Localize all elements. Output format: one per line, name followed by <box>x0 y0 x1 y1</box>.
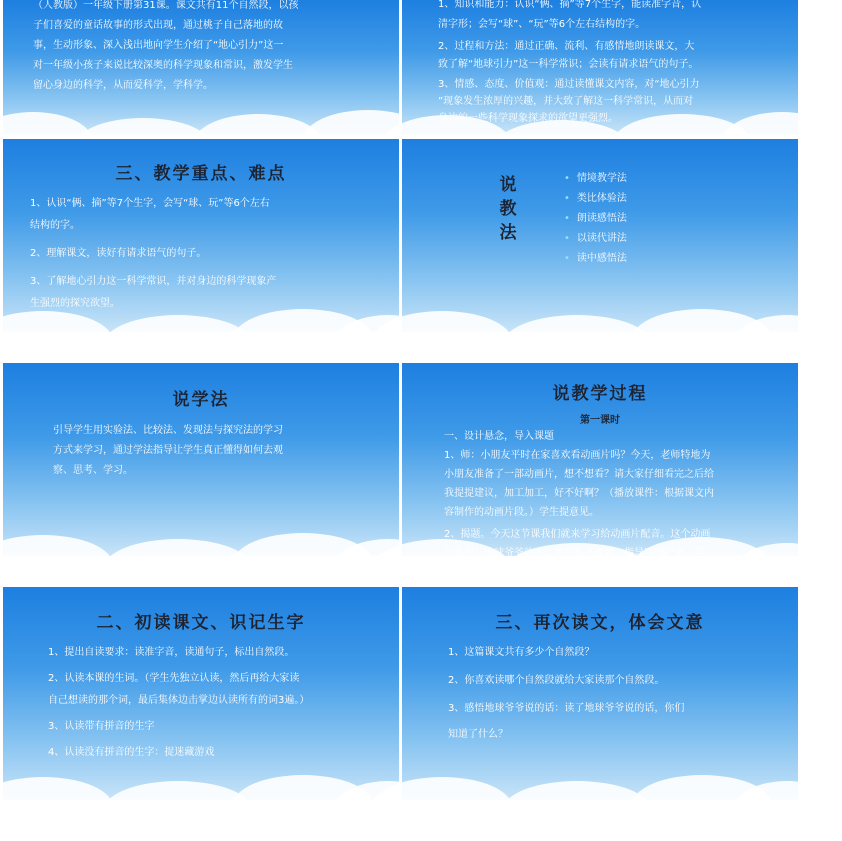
text-line: 清字形；会写“球”、“玩”等6个左右结构的字。 <box>438 19 646 30</box>
slide-text <box>30 193 276 315</box>
cloud-decoration <box>0 535 113 595</box>
text-line: 生练写。 <box>444 567 484 578</box>
text-line: 容制作的动画片段。）学生提意见。 <box>444 507 599 518</box>
method-item: • 朗读感悟法 <box>564 209 627 229</box>
text-line: （人教版）一年级下册第31课。课文共有11个自然段，以孩 <box>33 0 299 11</box>
text-line: 3、感悟地球爷爷说的话：读了地球爷爷说的话，你们 <box>448 703 685 714</box>
slide-text <box>33 0 298 96</box>
cloud-decoration <box>0 777 113 837</box>
text-line: 片名叫：地球爷爷的手。老师板书课题，指导写“球”字，学 <box>444 548 705 559</box>
cloud-decoration <box>372 777 512 837</box>
slide-title: 三、教学重点、难点 <box>115 164 287 184</box>
slide-text <box>53 421 283 481</box>
slide-first-reading[interactable] <box>3 587 399 800</box>
text-line: 子们喜爱的童话故事的形式出现，通过桃子自己落地的故 <box>33 20 283 31</box>
text-line: 4、认读没有拼音的生字：捉迷藏游戏 <box>48 747 215 758</box>
text-line: 方式来学习，通过学法指导让学生真正懂得如何去观 <box>53 445 283 456</box>
text-line: 3、认读带有拼音的生字 <box>48 721 155 732</box>
method-list <box>564 169 627 269</box>
slide-title: 说教法 <box>499 175 517 243</box>
text-line: 1、知识和能力：认识“俩、摘”等7个生字，能读准字音，认 <box>438 0 702 10</box>
text-line: 察、思考、学习。 <box>53 465 133 476</box>
text-line: 生强烈的探究欲望。 <box>30 298 120 309</box>
slide-title: 说学法 <box>172 390 230 410</box>
text-line: 我提提建议，加工加工，好不好啊？（播放课件：根据课文内 <box>444 488 714 499</box>
text-line: 2、过程和方法：通过正确、流利、有感情地朗读课文，大 <box>438 41 695 52</box>
text-line: 身边的一些科学现象探求的欲望更强烈。 <box>438 113 618 124</box>
cloud-decoration <box>502 781 652 841</box>
text-line: 2、理解课文，读好有请求语气的句子。 <box>30 248 207 259</box>
text-line: 3、了解地心引力这一科学常识，并对身边的科学现象产 <box>30 276 277 287</box>
slide-teaching-process[interactable] <box>402 363 798 578</box>
text-line: 引导学生用实验法、比较法、发现法与探究法的学习 <box>53 425 283 436</box>
slide-text <box>438 0 701 127</box>
slide-text <box>48 642 309 764</box>
method-item: • 以读代讲法 <box>564 229 627 249</box>
text-line: 1、提出自读要求：读准字音，读通句子，标出自然段。 <box>48 647 295 658</box>
text-line: 1、认识“俩、摘”等7个生字，会写“球、玩”等6个左右 <box>30 198 270 209</box>
slide-subtitle: 第一课时 <box>580 415 620 426</box>
cloud-decoration <box>732 781 842 841</box>
cloud-decoration <box>0 311 113 371</box>
text-line: 小朋友准备了一部动画片，想不想看？请大家仔细看完之后给 <box>444 469 714 480</box>
slide-lesson-intro[interactable] <box>3 0 399 135</box>
slide-key-points[interactable] <box>3 139 399 332</box>
method-item: • 类比体验法 <box>564 189 627 209</box>
slide-text <box>444 427 714 582</box>
text-line: ”现象发生浓厚的兴趣，并大致了解这一科学常识，从而对 <box>438 96 694 107</box>
text-line: 1、这篇课文共有多少个自然段？ <box>448 647 595 658</box>
slide-teaching-methods[interactable] <box>402 139 798 332</box>
text-line: 3、情感、态度、价值观：通过读懂课文内容，对“地心引力 <box>438 79 700 90</box>
text-line: 2、揭题。今天这节课我们就来学习给动画片配音。这个动画 <box>444 529 711 540</box>
text-line: 结构的字。 <box>30 220 80 231</box>
method-item: • 读中感悟法 <box>564 249 627 269</box>
slide-learning-methods[interactable] <box>3 363 399 556</box>
text-line: 自己想读的那个词，最后集体边击掌边认读所有的词3遍。） <box>48 695 310 706</box>
text-line: 2、认读本课的生词。（学生先独立认读，然后再给大家读 <box>48 673 300 684</box>
text-line: 对一年级小孩子来说比较深奥的科学现象和常识，激发学生 <box>33 60 293 71</box>
text-line: 事，生动形象、深入浅出地向学生介绍了“地心引力”这一 <box>33 40 284 51</box>
text-line: 知道了什么？ <box>448 729 508 740</box>
slide-title: 说教学过程 <box>552 384 648 404</box>
slide-title: 三、再次读文，体会文意 <box>495 613 705 633</box>
slide-text <box>448 642 684 746</box>
text-line: 致了解“地球引力”这一科学常识；会读有请求语气的句子。 <box>438 59 699 70</box>
cloud-decoration <box>103 781 253 841</box>
slide-teaching-objectives[interactable] <box>402 0 798 135</box>
text-line: 留心身边的科学，从而爱科学，学科学。 <box>33 80 213 91</box>
text-line: 一、设计悬念，导入课题 <box>444 431 554 442</box>
method-item: • 情境教学法 <box>564 169 627 189</box>
cloud-decoration <box>372 311 512 371</box>
slide-second-reading[interactable] <box>402 587 798 800</box>
text-line: 2、你喜欢读哪个自然段就给大家读那个自然段。 <box>448 675 665 686</box>
slide-title: 二、初读课文、识记生字 <box>96 613 306 633</box>
text-line: 1、师：小朋友平时在家喜欢看动画片吗？今天，老师特地为 <box>444 450 711 461</box>
